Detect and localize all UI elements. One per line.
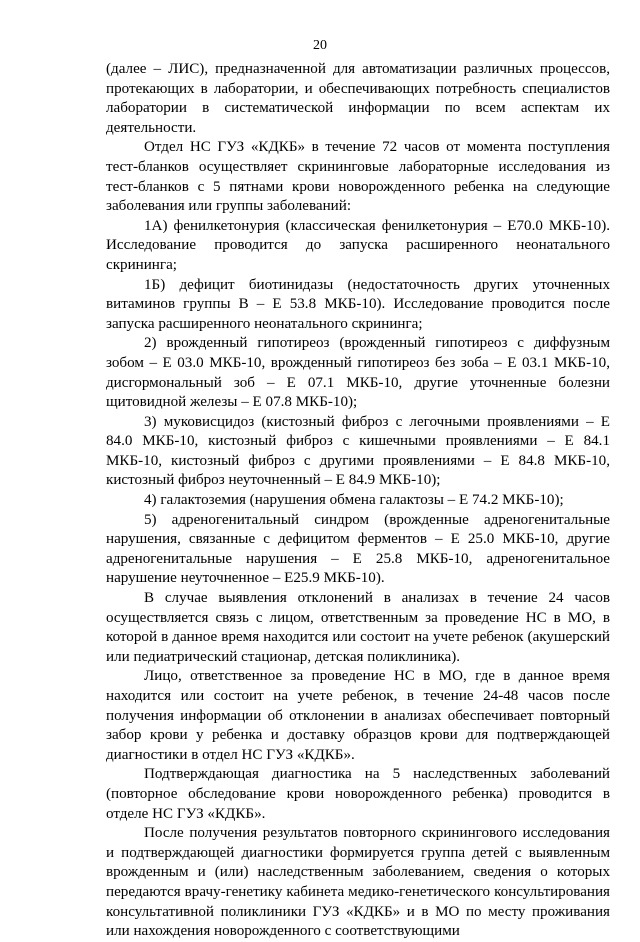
- paragraph: После получения результатов повторного скринингового исследования и подтверждающей диагностики формируется группа детей с выявленным врожденным и (или) наследственным заболеванием, сведения о которых передаются врачу-генетику кабинета медико-генетического консультирования консультативной поликлиники ГУЗ «КДКБ» и в МО по месту проживания или нахождения новорожденного с соответствующими: [106, 825, 610, 940]
- paragraph: 3) муковисцидоз (кистозный фиброз с легочными проявлениями – Е 84.0 МКБ-10, кистозный фиброз с кишечными проявлениями – Е 84.1 МКБ-10, кистозный фиброз с другими проявлениями – Е 84.8 МКБ-10, кистозный фиброз неуточненный – Е 84.9 МКБ-10);: [106, 413, 610, 489]
- paragraph: 4) галактоземия (нарушения обмена галактозы – Е 74.2 МКБ-10);: [144, 492, 564, 509]
- paragraph: Лицо, ответственное за проведение НС в МО, где в данное время находится или состоит на учете ребенок, в течение 24-48 часов после получения информации об отклонении в анализах обеспечивает повторный забор крови у ребенка и доставку образцов крови для подтверждающей диагностики в отдел НС ГУЗ «КДКБ».: [106, 668, 610, 763]
- page-number: 20: [313, 38, 327, 53]
- paragraph: 1А) фенилкетонурия (классическая фенилкетонурия – Е70.0 МКБ-10). Исследование проводится до запуска расширенного неонатального скрининга;: [106, 217, 610, 273]
- paragraph: 5) адреногенитальный синдром (врожденные адреногенитальные нарушения, связанные с дефицитом ферментов – Е 25.0 МКБ-10, другие адреногенитальные нарушения – Е 25.8 МКБ-10, адреногенитальное нарушение неуточненное – Е25.9 МКБ-10).: [106, 511, 610, 587]
- page-body: [106, 60, 610, 942]
- paragraph: 1Б) дефицит биотинидазы (недостаточность других уточненных витаминов группы В – Е 53.8 МКБ-10). Исследование проводится после запуска расширенного неонатального скрининга;: [106, 276, 610, 332]
- paragraph: (далее – ЛИС), предназначенной для автоматизации различных процессов, протекающих в лаборатории, и обеспечивающих потребность специалистов лаборатории в систематической информации по всем аспектам их деятельности.: [106, 61, 610, 136]
- paragraph: В случае выявления отклонений в анализах в течение 24 часов осуществляется связь с лицом, ответственным за проведение НС в МО, в которой в данное время находится или состоит на учете ребенок (акушерский или педиатрический стационар, детская поликлиника).: [106, 590, 610, 665]
- paragraph: Отдел НС ГУЗ «КДКБ» в течение 72 часов от момента поступления тест-бланков осуществляет скрининговые лабораторные исследования из тест-бланков с 5 пятнами крови новорожденного ребенка на следующие заболевания или группы заболеваний:: [106, 139, 610, 215]
- paragraph: 2) врожденный гипотиреоз (врожденный гипотиреоз с диффузным зобом – Е 03.0 МКБ-10, врожденный гипотиреоз без зоба – Е 03.1 МКБ-10, дисгормональный зоб – Е 07.1 МКБ-10, другие уточненные болезни щитовидной железы – Е 07.8 МКБ-10);: [106, 335, 610, 411]
- paragraph: Подтверждающая диагностика на 5 наследственных заболеваний (повторное обследование крови новорожденного ребенка) проводится в отделе НС ГУЗ «КДКБ».: [106, 766, 610, 822]
